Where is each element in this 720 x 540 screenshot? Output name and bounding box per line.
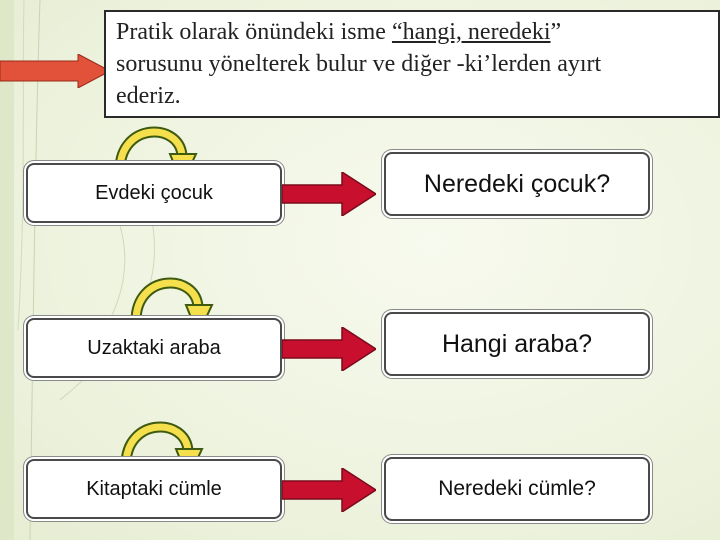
source-phrase-text: Kitaptaki cümle xyxy=(86,477,222,500)
source-phrase-box xyxy=(26,163,282,223)
title-box xyxy=(104,10,720,118)
title-line-3: ederiz. xyxy=(116,83,181,109)
question-box xyxy=(384,457,650,521)
title-line-1 xyxy=(116,16,718,48)
right-arrow-icon xyxy=(282,172,376,216)
right-arrow-icon xyxy=(282,468,376,512)
title-closing-quote: ” xyxy=(550,19,562,45)
title-line-2: sorusunu yönelterek bulur ve diğer -ki’lerden ayırt xyxy=(116,51,602,77)
source-phrase-text: Uzaktaki araba xyxy=(87,336,221,359)
question-text: Neredeki çocuk? xyxy=(423,169,611,198)
question-box xyxy=(384,152,650,216)
source-phrase-box xyxy=(26,318,282,378)
source-phrase-text: Evdeki çocuk xyxy=(95,181,213,204)
question-text: Neredeki cümle? xyxy=(438,477,596,500)
title-part1: Pratik olarak önündeki isme xyxy=(116,19,392,45)
question-text: Hangi araba? xyxy=(441,329,593,358)
question-box xyxy=(384,312,650,376)
source-phrase-box xyxy=(26,459,282,519)
title-emphasis: “hangi, neredeki xyxy=(391,19,551,45)
right-arrow-icon xyxy=(282,327,376,371)
title-pointer-arrow-icon xyxy=(0,54,110,88)
